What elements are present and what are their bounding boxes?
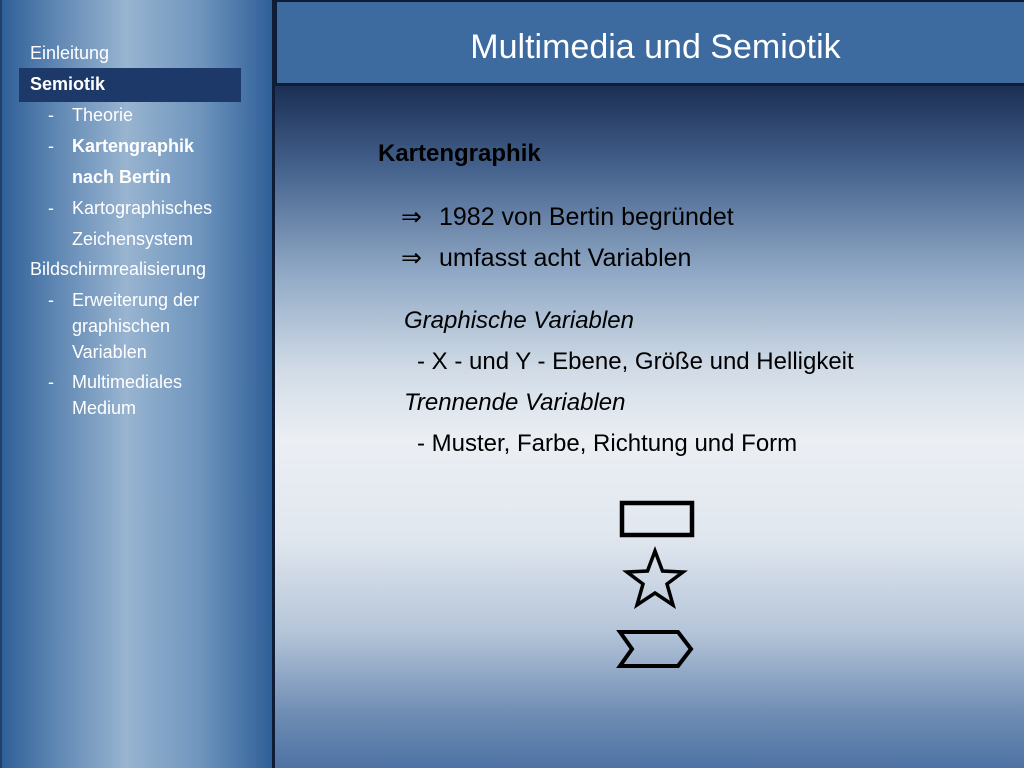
sidebar-subitem-erweiterung[interactable]: Erweiterung der <box>72 290 200 310</box>
sidebar-subitem-kartengraphik-line2[interactable]: nach Bertin <box>72 167 172 187</box>
double-arrow-icon: ⇒ <box>401 202 422 231</box>
sub-item-dash: - <box>48 290 54 310</box>
sidebar-subitem-kartographisches-line2[interactable]: Zeichensystem <box>72 229 194 249</box>
trennende-variablen-title: Trennende Variablen <box>404 389 626 416</box>
trennende-variablen-item: - Muster, Farbe, Richtung und Form <box>417 430 798 457</box>
rectangle-shape-icon <box>622 503 692 535</box>
sidebar-item-einleitung[interactable]: Einleitung <box>30 43 110 63</box>
arrow-point-text: umfasst acht Variablen <box>439 244 692 272</box>
content-heading: Kartengraphik <box>378 140 541 167</box>
star-shape-icon <box>627 551 683 605</box>
sidebar-subitem-multimediales-line2[interactable]: Medium <box>72 398 137 418</box>
arrow-point <box>401 202 734 232</box>
sidebar-subitem-kartengraphik[interactable]: Kartengraphik <box>72 136 195 156</box>
arrow-point <box>401 243 691 273</box>
sub-item-dash: - <box>48 198 54 218</box>
sidebar-subitem-erweiterung-line3[interactable]: Variablen <box>72 342 147 362</box>
sidebar-item-semiotik[interactable]: Semiotik <box>30 74 106 94</box>
sidebar-subitem-multimediales[interactable]: Multimediales <box>72 372 183 392</box>
sidebar-subitem-theorie[interactable]: Theorie <box>72 105 134 125</box>
sidebar-subitem-kartographisches[interactable]: Kartographisches <box>72 198 213 218</box>
sub-item-dash: - <box>48 372 54 392</box>
double-arrow-icon: ⇒ <box>401 243 422 272</box>
page-title: Multimedia und Semiotik <box>470 28 841 66</box>
header-bar <box>275 0 1024 86</box>
graphische-variablen-item: - X - und Y - Ebene, Größe und Helligkeit <box>417 348 854 375</box>
chevron-arrow-shape-icon <box>620 632 691 666</box>
sub-item-dash: - <box>48 136 54 156</box>
sidebar-item-bildschirmrealisierung[interactable]: Bildschirmrealisierung <box>30 259 207 279</box>
graphische-variablen-title: Graphische Variablen <box>404 307 634 334</box>
sidebar-subitem-erweiterung-line2[interactable]: graphischen <box>72 316 171 336</box>
sub-item-dash: - <box>48 105 54 125</box>
sidebar <box>0 0 275 768</box>
form-variable-shapes <box>615 495 700 675</box>
arrow-point-text: 1982 von Bertin begründet <box>439 203 734 231</box>
